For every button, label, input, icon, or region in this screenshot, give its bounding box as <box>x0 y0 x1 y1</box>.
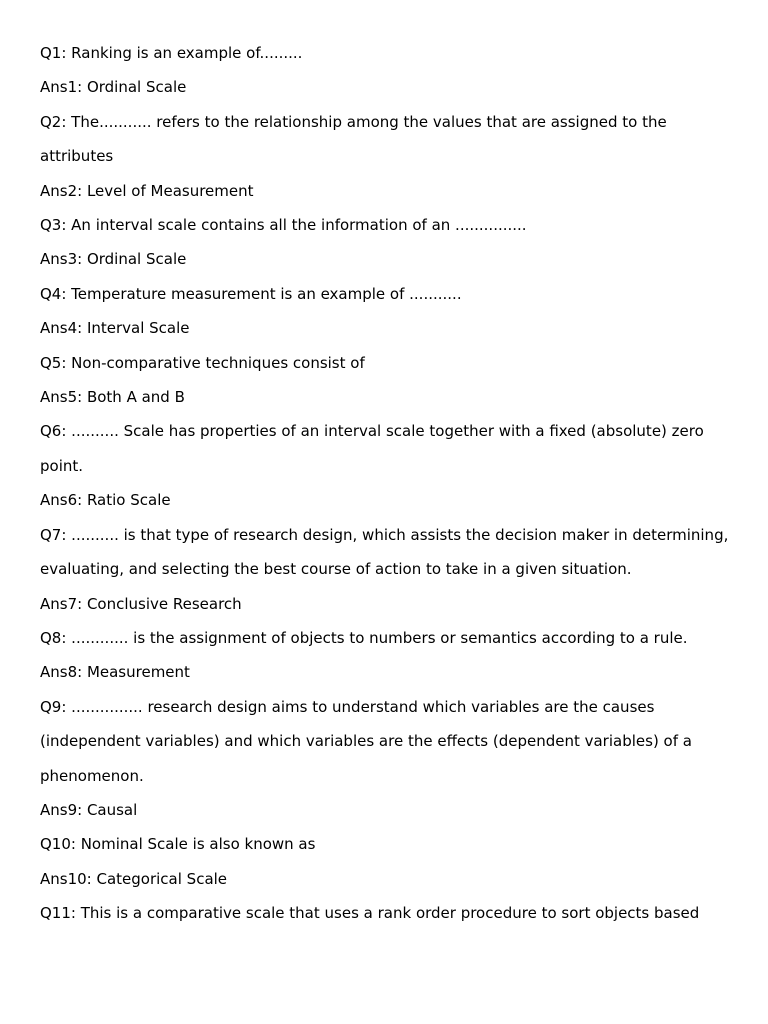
question-6: Q6: .......... Scale has properties of an interval scale together with a fixed (absolute) zero point. <box>40 422 709 475</box>
question-3: Q3: An interval scale contains all the information of an ............... <box>40 216 527 235</box>
answer-5: Ans5: Both A and B <box>40 388 185 407</box>
qa-list <box>40 36 734 931</box>
question-2: Q2: The........... refers to the relationship among the values that are assigned to the attributes <box>40 112 672 166</box>
answer-6: Ans6: Ratio Scale <box>40 491 171 510</box>
question-4: Q4: Temperature measurement is an example of ........... <box>40 284 462 303</box>
answer-9: Ans9: Causal <box>40 800 138 819</box>
answer-4: Ans4: Interval Scale <box>40 319 190 338</box>
answer-10: Ans10: Categorical Scale <box>40 869 228 888</box>
answer-1: Ans1: Ordinal Scale <box>40 78 187 97</box>
question-1: Q1: Ranking is an example of......... <box>40 44 303 62</box>
question-11: Q11: This is a comparative scale that uses a rank order procedure to sort objects based <box>40 904 700 923</box>
question-8: Q8: ............ is the assignment of objects to numbers or semantics according to a rule. <box>40 628 688 647</box>
answer-7: Ans7: Conclusive Research <box>40 594 242 613</box>
answer-8: Ans8: Measurement <box>40 663 190 682</box>
question-10: Q10: Nominal Scale is also known as <box>40 835 316 854</box>
answer-2: Ans2: Level of Measurement <box>40 181 254 200</box>
question-5: Q5: Non-comparative techniques consist of <box>40 353 365 372</box>
question-7: Q7: .......... is that type of research design, which assists the decision maker in determining, evaluating, and selecting the best course of action to take in a given situation. <box>40 525 734 579</box>
answer-3: Ans3: Ordinal Scale <box>40 250 187 269</box>
question-9: Q9: ............... research design aims to understand which variables are the causes (independent variables) and which variables are the effects (dependent variables) of a phenomenon. <box>40 697 697 785</box>
